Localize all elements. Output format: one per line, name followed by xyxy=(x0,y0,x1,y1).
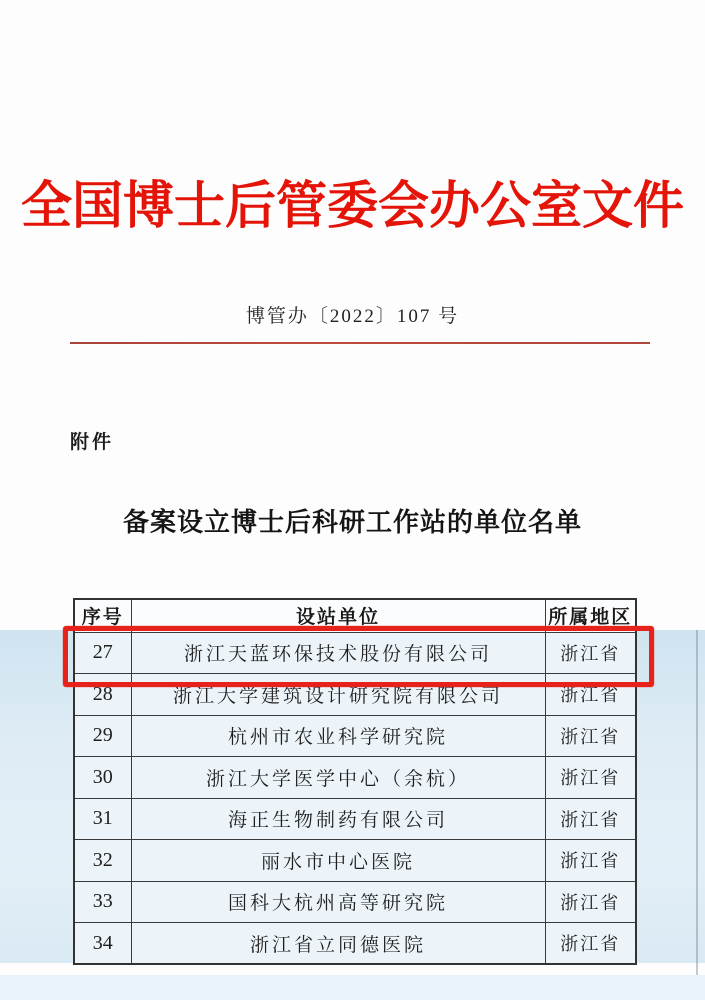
row-region: 浙江省 xyxy=(545,715,636,757)
row-region: 浙江省 xyxy=(545,881,636,923)
attachment-label: 附件 xyxy=(70,432,115,453)
row-serial-number: 30 xyxy=(74,757,131,799)
scan-page-edge-line xyxy=(696,630,698,975)
row-serial-number: 27 xyxy=(74,632,131,674)
row-serial-number: 32 xyxy=(74,840,131,882)
row-region: 浙江省 xyxy=(545,923,636,965)
row-region: 浙江省 xyxy=(545,674,636,716)
scan-bottom-strip xyxy=(0,975,705,1000)
header-region: 所属地区 xyxy=(545,599,636,632)
table-row xyxy=(74,798,636,840)
row-serial-number: 33 xyxy=(74,881,131,923)
row-serial-number: 31 xyxy=(74,798,131,840)
row-serial-number: 28 xyxy=(74,674,131,716)
row-region: 浙江省 xyxy=(545,632,636,674)
row-unit-name: 杭州市农业科学研究院 xyxy=(131,715,545,757)
row-unit-name: 海正生物制药有限公司 xyxy=(131,798,545,840)
row-region: 浙江省 xyxy=(545,840,636,882)
header-serial-number: 序号 xyxy=(74,599,131,632)
table-row xyxy=(74,923,636,965)
row-unit-name: 浙江大学医学中心（余杭） xyxy=(131,757,545,799)
table-row xyxy=(74,881,636,923)
table-row xyxy=(74,715,636,757)
table-row xyxy=(74,840,636,882)
row-region: 浙江省 xyxy=(545,798,636,840)
row-unit-name: 国科大杭州高等研究院 xyxy=(131,881,545,923)
row-unit-name: 浙江大学建筑设计研究院有限公司 xyxy=(131,674,545,716)
table-row xyxy=(74,757,636,799)
row-unit-name: 浙江省立同德医院 xyxy=(131,923,545,965)
document-header-title: 全国博士后管委会办公室文件 xyxy=(20,179,684,235)
row-serial-number: 29 xyxy=(74,715,131,757)
section-title: 备案设立博士后科研工作站的单位名单 xyxy=(122,508,582,537)
document-number: 博管办〔2022〕107 号 xyxy=(245,306,460,327)
row-unit-name: 丽水市中心医院 xyxy=(131,840,545,882)
row-region: 浙江省 xyxy=(545,757,636,799)
row-serial-number: 34 xyxy=(74,923,131,965)
row-unit-name: 浙江天蓝环保技术股份有限公司 xyxy=(131,632,545,674)
red-divider-line xyxy=(70,342,650,344)
row-27-highlight-box xyxy=(63,626,654,687)
header-unit-name: 设站单位 xyxy=(131,599,545,632)
